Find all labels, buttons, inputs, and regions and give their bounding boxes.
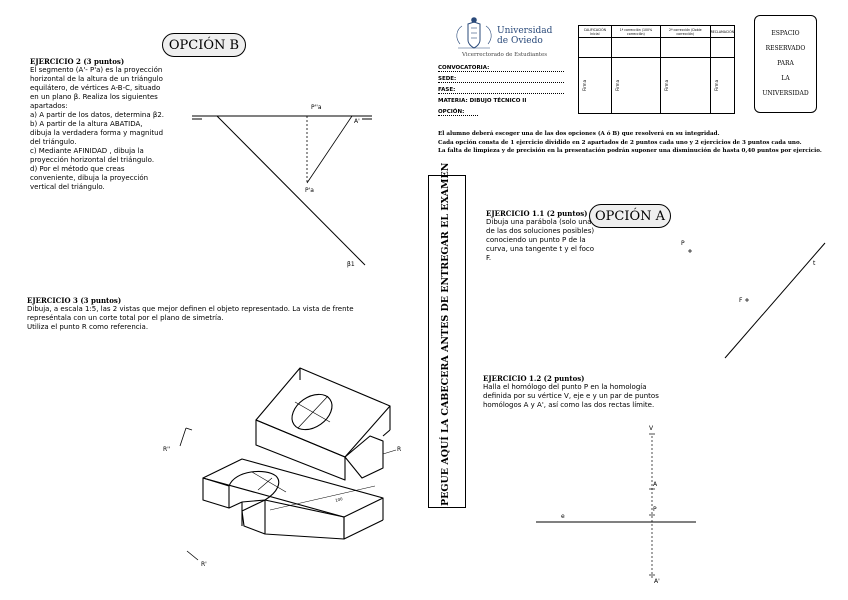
exercise-2-line: horizontal de la altura de un triángulo [30,75,163,83]
exercise-1-1-line: curva, una tangente t y el foco [486,245,595,253]
marks-header-4: RECLAMACIÓN [710,26,734,38]
exercise-1-1-line: de las dos soluciones posibles) [486,227,595,235]
exercise-2-line: proyección horizontal del triángulo. [30,156,155,164]
field-opcion[interactable]: OPCIÓN: [438,109,478,116]
exercise-3-line: Utiliza el punto R como referencia. [27,323,149,331]
exercise-2-line: en un plano β. Realiza los siguientes [30,93,158,101]
exercise-2-line: c) Mediante AFINIDAD , dibuja la [30,147,144,155]
label-a1: A' [354,118,360,125]
dimension-label: 100 [334,496,344,503]
label-a1-homology: A' [654,578,660,585]
label-r1: R' [201,561,207,568]
reserved-line: ESPACIO [771,30,800,37]
exercise-1-2-line: homólogos A y A', así como las dos rectas límite. [483,401,655,409]
exercise-1-2-line: definida por su vértice V, eje e y un par de puntos [483,392,659,400]
reserved-line: UNIVERSIDAD [762,90,809,97]
university-subtitle: Vicerrectorado de Estudiantes [462,52,548,58]
signature-label: Firma [664,79,670,92]
exercise-2-line: b) A partir de la altura ABATIDA, [30,120,143,128]
marks-header-2: 1ª corrección (100% corrección) [611,26,660,38]
label-p2a: P''a [311,104,322,111]
instruction-line: La falta de limpieza y de precisión en la presentación podrán suponer una disminución de hasta 0,40 puntos por ejercicio. [438,148,822,154]
exercise-2-title: EJERCICIO 2 (3 puntos) [30,57,125,66]
label-a: A [653,481,658,488]
exercise-2-line: apartados: [30,102,68,110]
label-p1a: P'a [305,187,314,194]
exercise-1-1-title: EJERCICIO 1.1 (2 puntos) [486,209,588,218]
marks-header-3: 2ª corrección (Doble corrección) [661,26,710,38]
exercise-2-line: d) Por el método que creas [30,165,125,173]
exercise-3-line: Dibuja, a escala 1:5, las 2 vistas que mejor definen el objeto representado. La vista de frente [27,305,354,313]
exercise-3-line: represéntala con un corte total por el plano de simetría. [27,314,224,322]
header-paste-text: PEGUE AQUÍ LA CABECERA ANTES DE ENTREGAR EL EXAMEN [440,162,451,506]
exercise-2-line: equilátero, de vértices A-B-C, situado [30,84,161,92]
exercise-1-2-title: EJERCICIO 1.2 (2 puntos) [483,374,585,383]
exercise-1-1-line: Dibuja una parábola (solo una [486,218,592,226]
option-a-label: OPCIÓN A [589,204,671,228]
exercise-1-1-line: conociendo un punto P de la [486,236,586,244]
reserved-line: PARA [777,60,794,67]
label-f: F [739,297,743,304]
exercise-2-line: vertical del triángulo. [30,183,105,191]
reserved-line: LA [781,75,790,82]
label-t: t [813,260,816,267]
label-v: V [649,425,654,432]
exercise-2-line: conveniente, dibuja la proyección [30,174,149,182]
university-name-line2: de Oviedo [497,36,543,46]
signature-label: Firma [582,79,588,92]
exercise-1-2-line: Halla el homólogo del punto P en la homología [483,383,647,391]
exercise-2-line: del triángulo. [30,138,77,146]
marks-header-1: CALIFICACIÓN Inicial [579,26,612,38]
signature-label: Firma [614,79,620,92]
reserved-line: RESERVADO [765,45,806,52]
university-name-line1: Universidad [497,26,553,36]
signature-label: Firma [713,79,719,92]
label-p-parabola: P [681,240,685,247]
label-e: e [561,513,565,520]
exercise-2-line: dibuja la verdadera forma y magnitud [30,129,164,137]
label-beta: β1 [347,261,355,268]
field-fase[interactable]: FASE: [438,87,564,94]
label-r2: R'' [163,446,171,453]
instruction-line: Cada opción consta de 1 ejercicio dividido en 2 apartados de 2 puntos cada uno y 2 ejercicios de 3 puntos cada uno. [438,139,802,146]
exercise-2-line: a) A partir de los datos, determina β2. [30,111,165,119]
materia-label: MATERIA: [438,98,468,104]
exercise-2-line: El segmento (A'- P'a) es la proyección [30,66,163,74]
instruction-line: El alumno deberá escoger una de las dos opciones (A ó B) que resolverá en su integridad. [438,131,720,137]
field-convocatoria[interactable]: CONVOCATORIA: [438,65,564,72]
materia-value: DIBUJO TÉCNICO II [469,98,527,104]
exercise-3-title: EJERCICIO 3 (3 puntos) [27,296,122,305]
option-b-label: OPCIÓN B [162,33,246,57]
field-sede[interactable]: SEDE: [438,76,564,83]
label-r: R [397,446,402,453]
exercise-1-1-line: F. [486,254,492,262]
label-p-homology: P [653,506,657,513]
